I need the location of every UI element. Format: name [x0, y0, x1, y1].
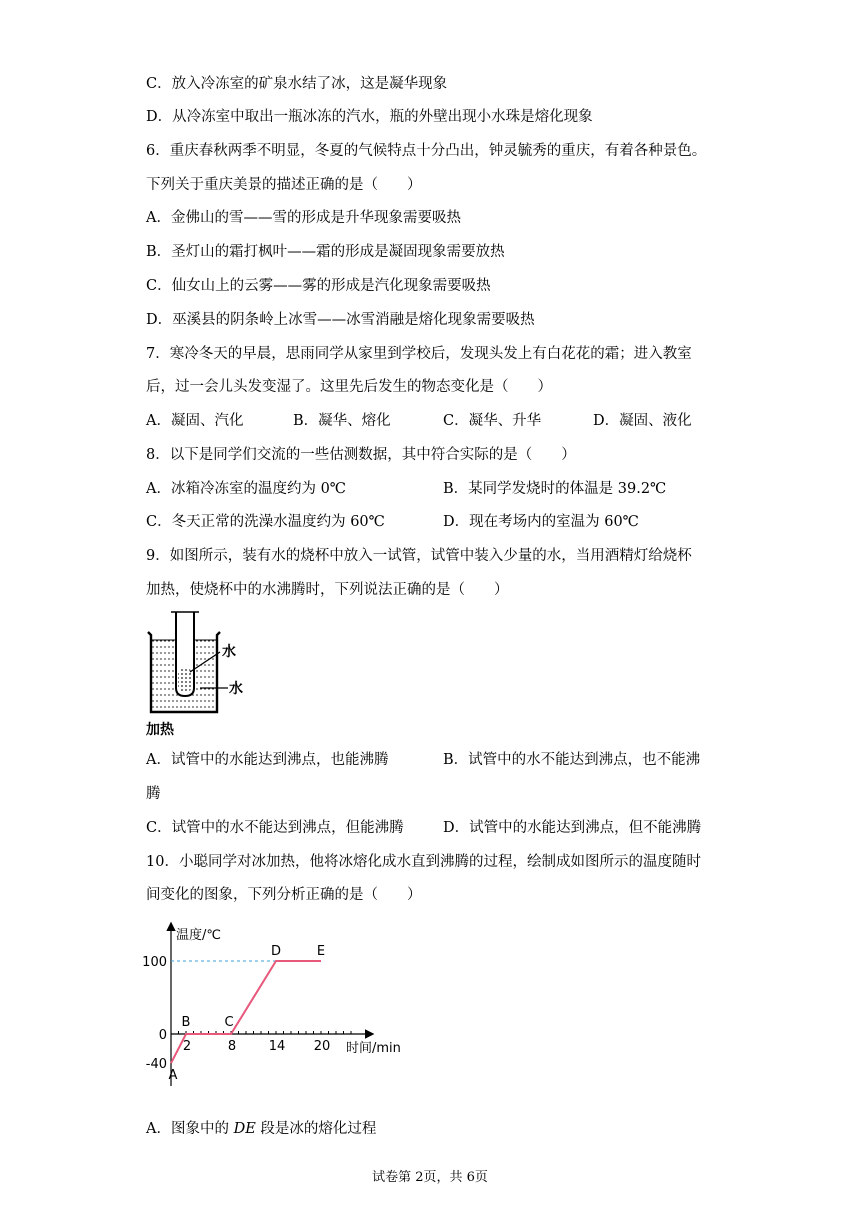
point-label-e: E [316, 944, 326, 959]
temperature-time-chart [140, 918, 420, 1096]
page-footer: 试卷第 2页，共 6页 [372, 1170, 488, 1185]
q8-option-d: D．现在考场内的室温为 60℃ [443, 514, 639, 530]
y-tick-label: -40 [145, 1057, 167, 1073]
q9-stem-line1: 9．如图所示，装有水的烧杯中放入一试管，试管中装入少量的水，当用酒精灯给烧杯 [146, 548, 692, 564]
x-axis-label: 时间/min [346, 1041, 401, 1056]
q7-stem-line1: 7．寒冷冬天的早晨，思雨同学从家里到学校后，发现头发上有白花花的霜；进入教室 [146, 346, 692, 362]
q6-option-a: A．金佛山的雪——雪的形成是升华现象需要吸热 [146, 210, 461, 226]
q7-stem-line2: 后，过一会儿头发变湿了。这里先后发生的物态变化是（ ） [146, 379, 552, 395]
point-label-d: D [270, 944, 282, 959]
label-water-bottom: 水 [229, 681, 243, 697]
q9-option-c: C．试管中的水不能达到沸点，但能沸腾 [146, 820, 404, 836]
q10-option-a-segment: DE [233, 1121, 256, 1137]
q9-option-d: D．试管中的水能达到沸点，但不能沸腾 [443, 820, 702, 836]
x-tick-label: 14 [268, 1039, 286, 1054]
q7-option-a: A．凝固、汽化 [146, 413, 244, 429]
label-water-top: 水 [222, 644, 236, 660]
x-tick-label: 20 [313, 1039, 331, 1054]
q9-option-b: B．试管中的水不能达到沸点，也不能沸 [443, 752, 701, 768]
q9-option-a: A．试管中的水能达到沸点，也能沸腾 [146, 752, 389, 768]
q8-option-a: A．冰箱冷冻室的温度约为 0℃ [146, 481, 347, 497]
q7-option-c: C．凝华、升华 [443, 413, 542, 429]
q6-stem-line2: 下列关于重庆美景的描述正确的是（ ） [146, 177, 422, 193]
q10-stem-line2: 间变化的图象，下列分析正确的是（ ） [146, 887, 422, 903]
q5-option-c: C．放入冷冻室的矿泉水结了冰，这是凝华现象 [146, 76, 448, 92]
q8-option-b: B．某同学发烧时的体温是 39.2℃ [443, 481, 667, 497]
label-heat: 加热 [146, 722, 174, 738]
q8-stem: 8．以下是同学们交流的一些估测数据，其中符合实际的是（ ） [146, 447, 576, 463]
q10-stem-line1: 10．小聪同学对冰加热，他将冰熔化成水直到沸腾的过程，绘制成如图所示的温度随时 [146, 854, 701, 870]
x-tick-label: 8 [227, 1039, 237, 1054]
q6-option-d: D．巫溪县的阴条岭上冰雪——冰雪消融是熔化现象需要吸热 [146, 312, 535, 328]
y-tick-label: 0 [158, 1028, 167, 1043]
beaker-figure [140, 608, 250, 738]
y-tick-label: 100 [142, 955, 167, 970]
temperature-line [171, 961, 321, 1063]
q6-option-b: B．圣灯山的霜打枫叶——霜的形成是凝固现象需要放热 [146, 244, 505, 260]
point-label-c: C [224, 1015, 234, 1030]
x-tick-label: 2 [182, 1039, 192, 1054]
q9-option-b-continued: 腾 [146, 786, 161, 802]
q10-option-a-suffix: 段是冰的熔化过程 [255, 1121, 377, 1137]
y-axis-label: 温度/℃ [176, 928, 221, 943]
q8-option-c: C．冬天正常的洗澡水温度约为 60℃ [146, 514, 385, 530]
q10-option-a-prefix: A．图象中的 [146, 1121, 234, 1137]
point-label-a: A [168, 1068, 178, 1084]
q6-stem-line1: 6．重庆春秋两季不明显，冬夏的气候特点十分凸出，钟灵毓秀的重庆，有着各种景色。 [146, 143, 707, 159]
q9-stem-line2: 加热，使烧杯中的水沸腾时，下列说法正确的是（ ） [146, 582, 509, 598]
q5-option-d: D．从冷冻室中取出一瓶冰冻的汽水，瓶的外壁出现小水珠是熔化现象 [146, 109, 593, 125]
q6-option-c: C．仙女山上的云雾——雾的形成是汽化现象需要吸热 [146, 278, 491, 294]
point-label-b: B [181, 1015, 191, 1030]
q7-option-d: D．凝固、液化 [593, 413, 692, 429]
q10-option-a [146, 1119, 376, 1139]
q7-option-b: B．凝华、熔化 [293, 413, 391, 429]
